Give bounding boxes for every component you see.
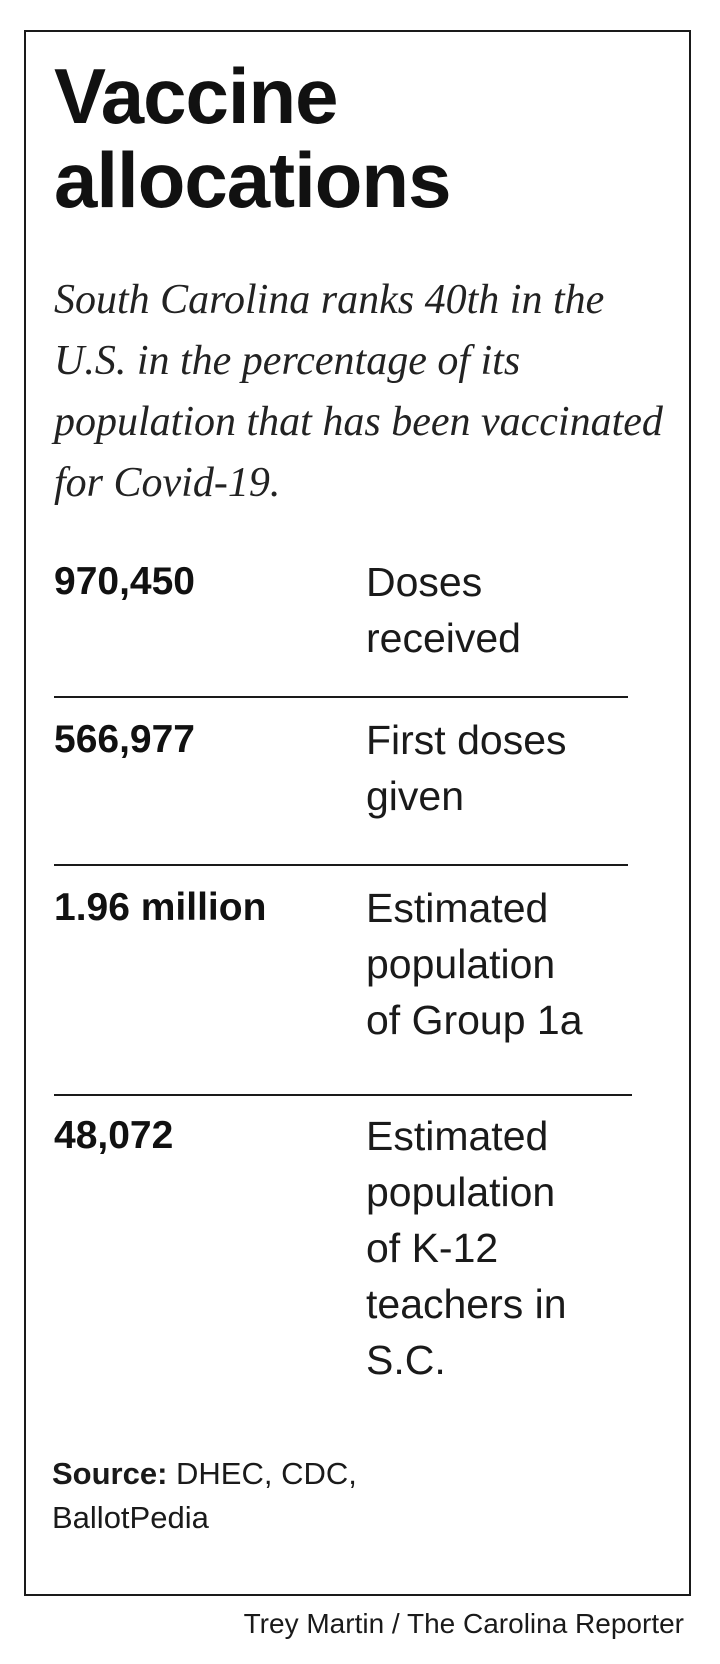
divider: [54, 1094, 632, 1096]
headline: [54, 54, 450, 222]
stat-label: Doses received: [366, 559, 521, 661]
source-label: Source:: [52, 1456, 168, 1491]
stat-value: 970,450: [54, 560, 195, 603]
headline-line-2: allocations: [54, 136, 451, 224]
stat-label: Estimated population of K-12 teachers in S.C.: [366, 1113, 567, 1383]
divider: [54, 864, 628, 866]
stat-value: 566,977: [54, 718, 195, 761]
stat-value: 48,072: [54, 1114, 174, 1157]
infographic-box: [24, 30, 691, 1596]
source-note: [52, 1452, 472, 1540]
divider: [54, 696, 628, 698]
stat-label: First doses given: [366, 717, 567, 819]
photo-credit: Trey Martin / The Carolina Reporter: [243, 1608, 684, 1639]
source-text: DHEC, CDC, BallotPedia: [52, 1456, 357, 1535]
stat-value: 1.96 million: [54, 886, 267, 929]
stat-label: Estimated population of Group 1a: [366, 885, 583, 1043]
subtitle: South Carolina ranks 40th in the U.S. in the percentage of its population that has been vaccinated for Covid-19.: [54, 277, 663, 506]
headline-line-1: Vaccine: [54, 52, 338, 140]
